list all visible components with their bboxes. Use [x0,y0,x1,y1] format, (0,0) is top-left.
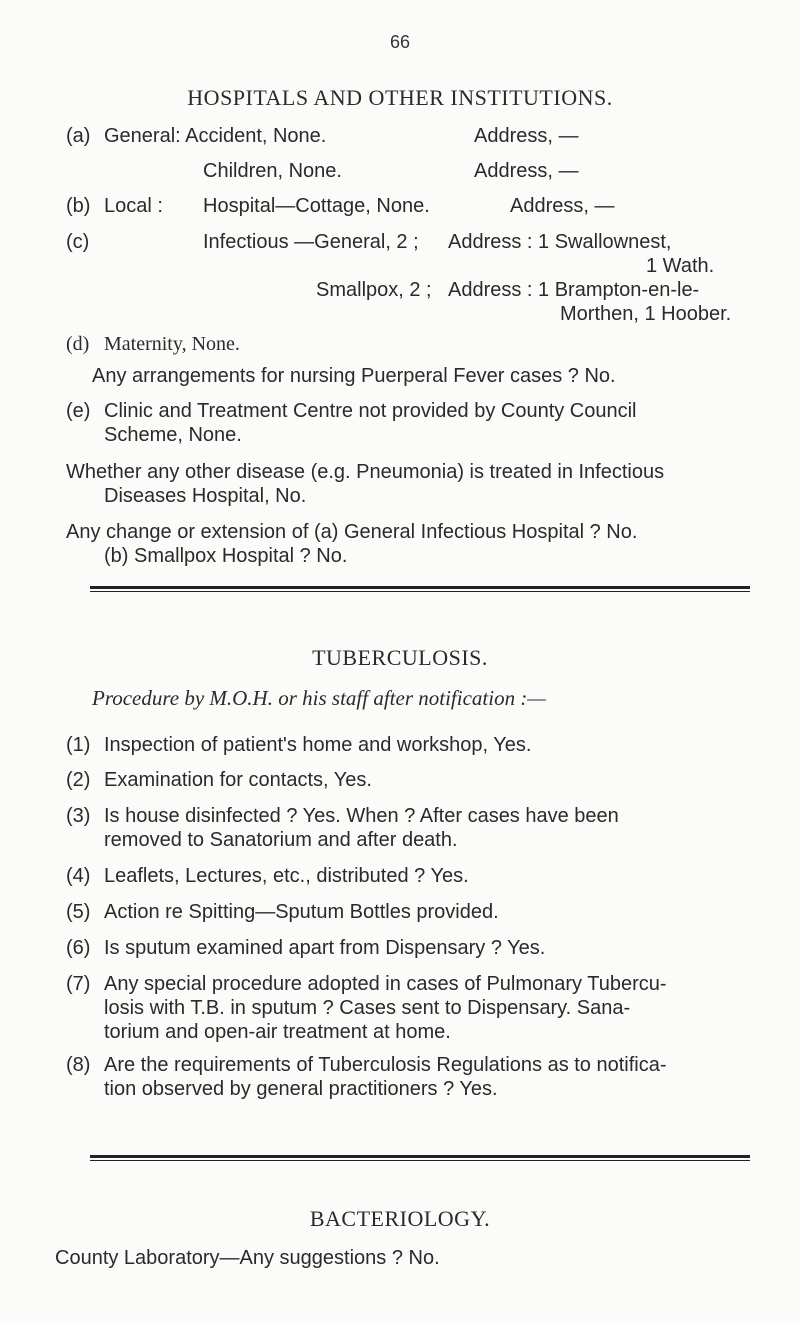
item-b-label: (b) [66,195,91,217]
tb-item-text: Are the requirements of Tuberculosis Regulations as to notifica- [104,1054,667,1076]
section-divider-1 [90,586,750,589]
tb-item-text: Examination for contacts, Yes. [104,769,372,791]
item-c-infectious: Infectious —General, 2 ; [203,231,419,253]
tb-item-text: Is house disinfected ? Yes. When ? After cases have been [104,805,619,827]
tb-item-number: (6) [66,937,91,959]
item-c-smallpox: Smallpox, 2 ; [316,279,432,301]
tb-item-number: (8) [66,1054,91,1076]
item-b-cottage: Hospital—Cottage, None. [203,195,430,217]
tb-item-text: removed to Sanatorium and after death. [104,829,458,851]
tb-item-number: (5) [66,901,91,923]
tb-item-text: Any special procedure adopted in cases of Pulmonary Tubercu- [104,973,667,995]
tb-item-number: (1) [66,734,91,756]
item-c-address-1a: Address : 1 Swallownest, [448,231,672,253]
section-divider-2b [90,1160,750,1161]
section-divider-2 [90,1155,750,1158]
tb-item-number: (7) [66,973,91,995]
tb-item-number: (4) [66,865,91,887]
bacteriology-text: County Laboratory—Any suggestions ? No. [55,1247,440,1269]
item-e-label: (e) [66,400,91,422]
section-divider-1b [90,591,750,592]
tuberculosis-subtitle: Procedure by M.O.H. or his staff after notification :— [92,686,546,710]
item-c-address-2b: Morthen, 1 Hoober. [560,303,732,325]
tb-item-text: Inspection of patient's home and workshop, Yes. [104,734,532,756]
other-disease-line-2: Diseases Hospital, No. [104,485,307,507]
tb-item-text: torium and open-air treatment at home. [104,1021,451,1043]
item-b-local: Local : [104,195,163,217]
change-line-2: (b) Smallpox Hospital ? No. [104,545,348,567]
item-e-line-2: Scheme, None. [104,424,242,446]
item-b-address: Address, — [510,195,615,217]
item-a-children: Children, None. [203,160,342,182]
tb-item-text: Action re Spitting—Sputum Bottles provided. [104,901,499,923]
item-c-address-2a: Address : 1 Brampton-en-le- [448,279,700,301]
tuberculosis-title: TUBERCULOSIS. [312,645,488,670]
page-number: 66 [389,32,411,52]
tb-item-text: Is sputum examined apart from Dispensary ? Yes. [104,937,546,959]
item-d-maternity: Maternity, None. [104,333,240,355]
tb-item-text: losis with T.B. in sputum ? Cases sent to Dispensary. Sana- [104,997,631,1019]
puerperal-question: Any arrangements for nursing Puerperal Fever cases ? No. [92,365,616,387]
tb-item-number: (2) [66,769,91,791]
item-e-line-1: Clinic and Treatment Centre not provided by County Council [104,400,637,422]
bacteriology-title: BACTERIOLOGY. [309,1206,491,1231]
item-c-label: (c) [66,231,90,253]
tb-item-text: tion observed by general practitioners ? Yes. [104,1078,498,1100]
tb-item-number: (3) [66,805,91,827]
item-c-address-1b: 1 Wath. [646,255,715,277]
hospitals-title: HOSPITALS AND OTHER INSTITUTIONS. [187,85,613,110]
item-a-address-2: Address, — [474,160,579,182]
item-a-label: (a) [66,125,91,147]
item-a-general: General: Accident, None. [104,125,327,147]
change-line-1: Any change or extension of (a) General Infectious Hospital ? No. [66,521,638,543]
tb-item-text: Leaflets, Lectures, etc., distributed ? Yes. [104,865,469,887]
item-d-label: (d) [66,333,90,355]
item-a-address-1: Address, — [474,125,579,147]
other-disease-line-1: Whether any other disease (e.g. Pneumonia) is treated in Infectious [66,461,665,483]
